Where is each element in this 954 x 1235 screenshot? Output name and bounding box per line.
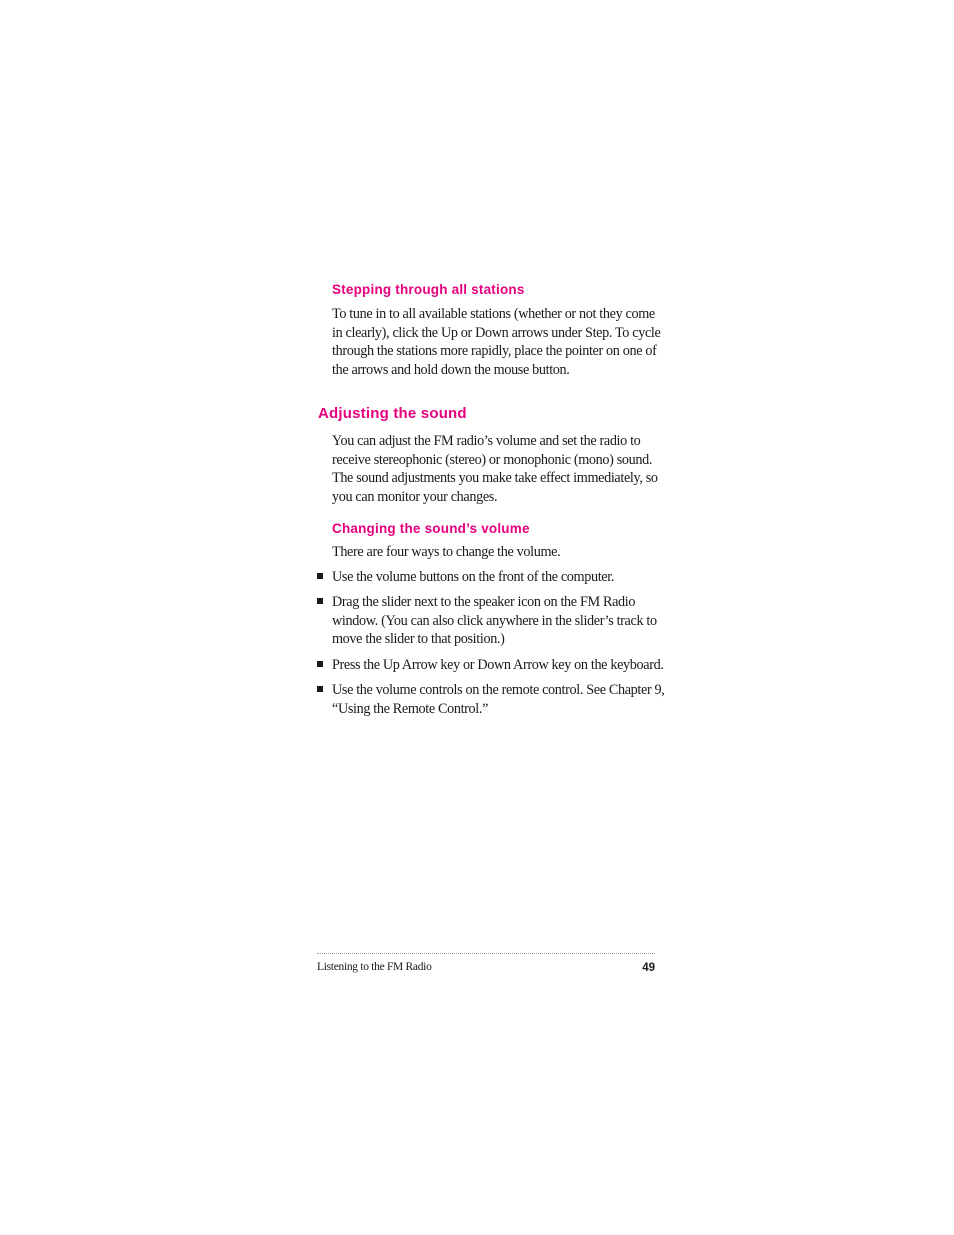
list-item-text: Press the Up Arrow key or Down Arrow key on the keyboard. [332,657,664,673]
list-item-text: Use the volume controls on the remote control. See Chapter 9, “Using the Remote Control.” [332,682,665,717]
footer-chapter-title: Listening to the FM Radio [317,961,432,973]
footer-divider [317,953,655,954]
paragraph-adjusting: You can adjust the FM radio’s volume and set the radio to receive stereophonic (stereo) or monophonic (mono) sound. The sound adjustments you make take effect immediately, so you can monitor your changes. [332,433,658,505]
paragraph-volume-intro: There are four ways to change the volume. [332,544,561,560]
square-bullet-icon [317,661,323,667]
square-bullet-icon [317,686,323,692]
heading-changing-volume: Changing the sound’s volume [332,521,530,536]
square-bullet-icon [317,573,323,579]
paragraph-stepping: To tune in to all available stations (whether or not they come in clearly), click the Up or Down arrows under Step. To cycle through the stations more rapidly, place the pointer on one of the arrows and hold down the mouse button. [332,306,661,378]
heading-stepping-through-stations: Stepping through all stations [332,282,525,297]
heading-adjusting-the-sound: Adjusting the sound [318,405,467,422]
list-item-text: Use the volume buttons on the front of the computer. [332,569,615,585]
square-bullet-icon [317,598,323,604]
list-item-text: Drag the slider next to the speaker icon on the FM Radio window. (You can also click anywhere in the slider’s track to move the slider to that position.) [332,594,657,647]
page-number: 49 [642,962,655,974]
